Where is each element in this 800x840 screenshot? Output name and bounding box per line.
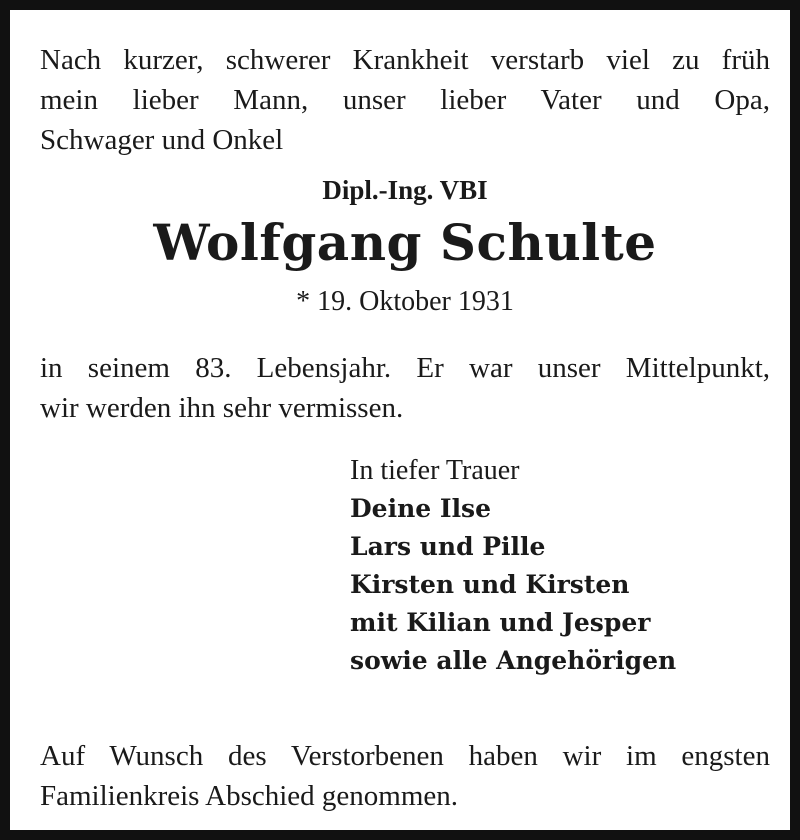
academic-degree: Dipl.-Ing. VBI (322, 175, 488, 205)
mourner-name: mit Kilian und Jesper (350, 608, 651, 637)
mourner-name: Lars und Pille (350, 532, 546, 561)
closing-line: Auf Wunsch des Verstorbenen haben wir im engsten (40, 740, 770, 772)
closing-line: Familienkreis Abschied genommen. (40, 780, 459, 812)
age-paragraph (40, 348, 770, 428)
closing-paragraph (40, 736, 770, 816)
age-line: in seinem 83. Lebensjahr. Er war unser Mittelpunkt, (40, 352, 770, 384)
mourner-name: Kirsten und Kirsten (350, 570, 630, 599)
deceased-title-block (40, 174, 770, 320)
mourning-intro: In tiefer Trauer (350, 455, 520, 486)
mourners-block (350, 452, 770, 680)
birth-date: * 19. Oktober 1931 (296, 286, 514, 317)
intro-paragraph (40, 40, 770, 160)
age-line: wir werden ihn sehr vermissen. (40, 392, 404, 424)
obituary-content (40, 40, 770, 816)
mourner-name: Deine Ilse (350, 494, 492, 523)
intro-line: Nach kurzer, schwerer Krankheit verstarb viel zu früh (40, 44, 770, 76)
intro-line: mein lieber Mann, unser lieber Vater und Opa, (40, 84, 770, 116)
mourner-name: sowie alle Angehörigen (350, 646, 677, 675)
intro-line: Schwager und Onkel (40, 124, 284, 156)
deceased-name: Wolfgang Schulte (153, 213, 657, 272)
